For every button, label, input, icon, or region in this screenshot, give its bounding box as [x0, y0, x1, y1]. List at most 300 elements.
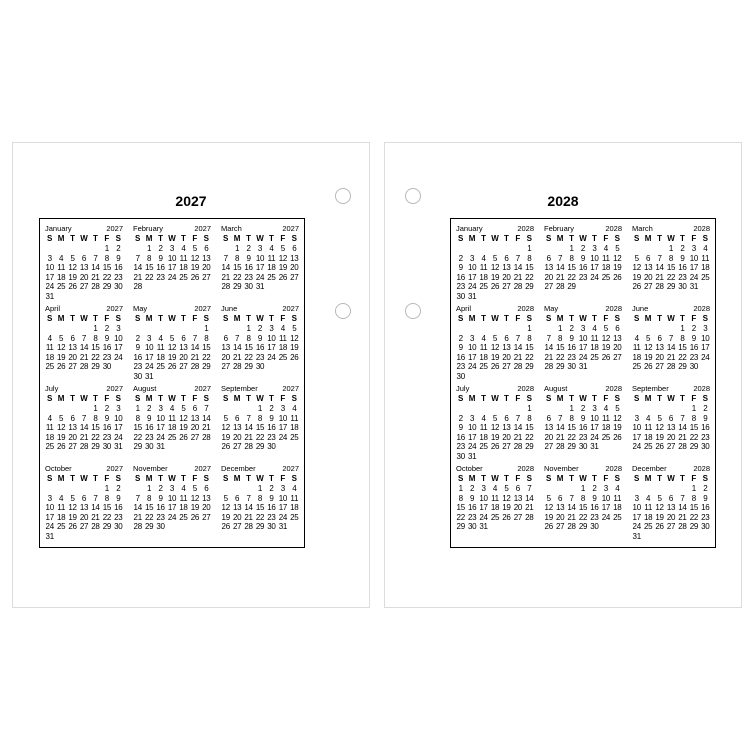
day-cell: 15	[144, 263, 154, 273]
day-cell: 20	[232, 512, 242, 522]
day-cell	[589, 362, 600, 372]
day-cell: 12	[502, 493, 511, 503]
day-cell	[478, 324, 489, 334]
week-row	[631, 244, 711, 254]
day-cell: 29	[678, 362, 687, 372]
day-cell	[67, 324, 78, 334]
day-cell	[612, 522, 623, 532]
month-name: April	[45, 304, 61, 313]
weekday-label: T	[92, 394, 98, 403]
weekday-label: M	[556, 474, 564, 483]
day-cell	[501, 292, 512, 302]
day-cell: 29	[525, 362, 534, 372]
day-cell: 29	[232, 282, 242, 292]
day-cell	[277, 362, 288, 372]
day-cell: 16	[102, 343, 111, 353]
day-cell: 21	[544, 352, 553, 362]
day-cell: 23	[701, 432, 710, 442]
day-cell	[455, 244, 466, 254]
day-cell: 17	[590, 423, 599, 433]
day-cell	[44, 244, 55, 254]
week-row	[543, 433, 623, 443]
day-cell: 8	[104, 253, 109, 263]
day-cell: 3	[257, 244, 263, 253]
day-cell: 31	[467, 451, 477, 461]
day-cell: 25	[278, 352, 287, 362]
weekday-label: S	[115, 314, 121, 323]
weekday-label: T	[158, 234, 163, 243]
day-cell: 6	[192, 404, 197, 413]
day-cell: 26	[490, 442, 500, 452]
day-cell: 15	[102, 503, 111, 513]
day-cell: 6	[504, 413, 509, 423]
day-cell	[67, 404, 78, 414]
day-cell: 24	[167, 512, 177, 522]
day-cell: 16	[144, 423, 154, 433]
day-cell: 10	[255, 253, 265, 263]
day-cell: 18	[479, 432, 488, 442]
day-cell	[700, 362, 711, 372]
week-row	[44, 282, 124, 292]
day-cell: 4	[615, 484, 620, 493]
day-cell: 23	[114, 512, 123, 522]
weekday-label: M	[468, 474, 476, 483]
day-cell: 12	[190, 493, 199, 503]
weekday-row	[44, 474, 124, 484]
day-cell: 15	[525, 343, 534, 353]
day-cell	[178, 442, 189, 452]
day-cell	[612, 362, 623, 372]
day-cell: 27	[544, 282, 553, 292]
day-cell	[67, 244, 78, 254]
weekday-label: T	[158, 474, 163, 483]
weekday-row	[543, 394, 623, 404]
day-cell	[201, 522, 212, 532]
day-cell: 5	[546, 493, 551, 503]
weekday-label: S	[526, 394, 532, 403]
day-cell: 30	[678, 282, 687, 292]
day-cell: 4	[47, 333, 52, 343]
day-cell: 25	[479, 282, 488, 292]
weekday-label: S	[458, 314, 464, 323]
week-row	[455, 414, 535, 424]
month-header	[543, 224, 623, 234]
day-cell: 17	[601, 503, 610, 513]
weekday-label: M	[468, 234, 476, 243]
day-cell: 21	[567, 512, 576, 522]
day-cell: 3	[47, 493, 52, 503]
day-cell: 28	[525, 512, 534, 522]
day-cell: 1	[204, 324, 209, 333]
weekday-label: F	[104, 314, 110, 323]
day-cell	[512, 404, 523, 414]
month-header	[44, 224, 124, 234]
day-cell: 25	[601, 272, 610, 282]
day-cell: 7	[515, 413, 520, 423]
day-cell: 24	[590, 272, 599, 282]
day-cell: 25	[56, 522, 66, 532]
day-cell: 17	[45, 512, 54, 522]
day-cell: 30	[244, 282, 253, 292]
weekday-row	[220, 394, 300, 404]
week-row	[220, 433, 300, 443]
day-cell: 21	[678, 432, 687, 442]
weekday-label: S	[546, 314, 552, 323]
month-name: June	[221, 304, 238, 313]
day-cell: 12	[221, 423, 230, 433]
day-cell: 10	[278, 413, 287, 423]
day-cell	[524, 452, 535, 462]
day-cell	[466, 324, 477, 334]
week-row	[132, 334, 212, 344]
weekday-label: W	[80, 234, 88, 243]
weekday-label: W	[579, 314, 587, 323]
day-cell: 4	[603, 244, 608, 253]
day-cell: 7	[515, 333, 520, 343]
day-cell: 9	[580, 413, 586, 423]
week-row	[132, 282, 212, 292]
day-cell: 24	[701, 352, 710, 362]
day-cell: 13	[179, 343, 188, 353]
day-cell: 26	[278, 272, 287, 282]
weekday-label: T	[180, 234, 186, 243]
day-cell: 6	[204, 484, 209, 493]
day-cell: 12	[56, 423, 66, 433]
day-cell: 8	[257, 413, 263, 423]
day-cell: 26	[190, 512, 199, 522]
day-cell: 6	[81, 253, 87, 263]
week-row	[132, 404, 212, 414]
weekday-label: F	[691, 234, 697, 243]
weekday-label: T	[180, 394, 186, 403]
day-cell: 28	[202, 432, 211, 442]
month-may	[132, 304, 212, 384]
weekday-row	[220, 474, 300, 484]
day-cell: 25	[613, 512, 622, 522]
week-row	[631, 532, 711, 542]
day-cell: 25	[632, 362, 641, 372]
day-cell: 7	[81, 413, 87, 423]
weekday-label: T	[569, 474, 574, 483]
day-cell: 19	[643, 352, 653, 362]
week-row	[44, 414, 124, 424]
month-april	[455, 304, 535, 384]
day-cell	[231, 484, 242, 494]
day-cell: 16	[114, 263, 123, 273]
weekday-label: F	[691, 474, 697, 483]
day-cell: 30	[567, 362, 576, 372]
month-march	[220, 224, 300, 304]
day-cell: 8	[527, 253, 532, 263]
weekday-label: T	[569, 234, 574, 243]
day-cell: 22	[133, 432, 142, 442]
day-cell: 9	[158, 253, 163, 263]
day-cell: 3	[169, 244, 175, 253]
month-name: October	[456, 464, 483, 473]
weekday-label: S	[291, 394, 297, 403]
day-cell: 13	[613, 333, 622, 343]
week-row	[132, 372, 212, 382]
day-cell: 30	[689, 362, 698, 372]
day-cell: 9	[691, 333, 696, 343]
day-cell: 3	[470, 413, 475, 423]
day-cell: 18	[613, 503, 622, 513]
week-row	[220, 442, 300, 452]
day-cell	[178, 522, 189, 532]
day-cell: 19	[601, 343, 610, 353]
day-cell: 19	[179, 423, 188, 433]
day-cell: 24	[114, 352, 123, 362]
day-cell	[78, 404, 89, 414]
day-cell	[554, 484, 565, 494]
day-cell: 17	[467, 352, 477, 362]
day-cell: 25	[490, 512, 500, 522]
week-row	[132, 433, 212, 443]
month-year: 2028	[517, 384, 534, 393]
weekday-label: T	[569, 314, 574, 323]
day-cell	[612, 442, 623, 452]
day-cell: 25	[45, 442, 54, 452]
month-year: 2028	[517, 224, 534, 233]
day-cell	[189, 324, 200, 334]
day-cell: 9	[246, 253, 251, 263]
month-october	[44, 464, 124, 544]
day-cell: 12	[601, 333, 610, 343]
day-cell: 7	[527, 484, 532, 493]
day-cell: 14	[91, 503, 100, 513]
day-cell	[266, 282, 277, 292]
day-cell	[489, 372, 500, 382]
day-cell: 3	[269, 324, 274, 333]
day-cell: 18	[167, 423, 177, 433]
day-cell: 27	[202, 272, 211, 282]
month-header	[220, 304, 300, 314]
day-cell	[654, 404, 665, 414]
day-cell: 15	[689, 503, 698, 513]
day-cell: 4	[492, 484, 498, 493]
day-cell: 3	[481, 484, 486, 493]
day-cell: 11	[644, 503, 652, 513]
weekday-label: S	[614, 314, 620, 323]
month-july	[44, 384, 124, 464]
month-header	[543, 464, 623, 474]
day-cell: 7	[680, 413, 685, 423]
month-year: 2028	[605, 304, 622, 313]
day-cell	[166, 522, 177, 532]
day-cell: 12	[490, 263, 500, 273]
day-cell: 26	[221, 442, 230, 452]
day-cell: 6	[558, 493, 563, 503]
day-cell: 3	[116, 324, 121, 333]
day-cell	[489, 452, 500, 462]
day-cell: 26	[190, 272, 199, 282]
day-cell: 9	[458, 343, 463, 353]
weekday-row	[455, 314, 535, 324]
day-cell: 20	[544, 432, 553, 442]
day-cell: 16	[578, 423, 588, 433]
day-cell: 5	[59, 413, 64, 423]
day-cell: 23	[456, 442, 465, 452]
day-cell: 6	[181, 333, 186, 343]
weekday-label: S	[135, 314, 141, 323]
day-cell: 2	[458, 333, 463, 343]
weekday-label: T	[679, 314, 685, 323]
weekday-label: T	[70, 474, 75, 483]
day-cell: 5	[657, 413, 662, 423]
day-cell: 23	[102, 352, 111, 362]
weekday-label: S	[47, 314, 53, 323]
day-cell: 14	[555, 263, 565, 273]
month-header	[132, 384, 212, 394]
day-cell	[178, 282, 189, 292]
day-cell: 2	[116, 484, 121, 493]
day-cell	[489, 324, 500, 334]
weekday-label: T	[246, 234, 251, 243]
week-row	[44, 494, 124, 504]
day-cell: 13	[666, 503, 676, 513]
day-cell: 10	[167, 493, 177, 503]
day-cell	[67, 532, 78, 542]
weekday-label: T	[158, 394, 163, 403]
calendar-frame	[39, 218, 305, 548]
day-cell: 10	[590, 413, 599, 423]
week-row	[220, 254, 300, 264]
day-cell: 4	[603, 404, 608, 413]
day-cell	[67, 292, 78, 302]
day-cell: 19	[490, 432, 500, 442]
day-cell: 29	[689, 522, 698, 532]
day-cell: 18	[156, 352, 165, 362]
day-cell: 2	[116, 244, 121, 253]
day-cell: 31	[590, 442, 599, 452]
day-cell	[90, 292, 101, 302]
day-cell	[220, 324, 231, 334]
day-cell	[44, 484, 55, 494]
weekday-label: M	[233, 314, 241, 323]
day-cell	[466, 404, 477, 414]
day-cell: 11	[179, 493, 188, 503]
day-cell: 19	[490, 352, 500, 362]
day-cell: 29	[689, 442, 698, 452]
day-cell: 2	[104, 324, 109, 333]
day-cell: 14	[555, 423, 565, 433]
weekday-label: T	[180, 314, 186, 323]
day-cell: 27	[513, 512, 522, 522]
week-row	[44, 334, 124, 344]
day-cell: 21	[232, 352, 242, 362]
day-cell: 13	[202, 253, 211, 263]
day-cell	[55, 324, 66, 334]
day-cell: 28	[666, 362, 676, 372]
week-row	[44, 532, 124, 542]
day-cell: 19	[655, 512, 664, 522]
day-cell: 6	[235, 413, 240, 423]
day-cell: 31	[467, 291, 477, 301]
day-cell: 14	[202, 413, 211, 423]
day-cell	[455, 404, 466, 414]
day-cell: 29	[244, 362, 253, 372]
day-cell: 13	[666, 423, 676, 433]
day-cell: 24	[467, 442, 477, 452]
day-cell	[155, 324, 166, 334]
day-cell: 5	[615, 404, 620, 413]
day-cell: 18	[701, 263, 710, 273]
weekday-label: F	[691, 314, 697, 323]
day-cell	[90, 532, 101, 542]
weekday-label: W	[579, 234, 587, 243]
day-cell: 25	[167, 432, 177, 442]
day-cell: 25	[601, 432, 610, 442]
day-cell: 2	[147, 404, 152, 413]
day-cell: 10	[467, 343, 477, 353]
week-row	[44, 442, 124, 452]
day-cell: 7	[558, 413, 563, 423]
day-cell: 20	[502, 352, 511, 362]
day-cell: 9	[580, 253, 586, 263]
day-cell: 4	[481, 333, 486, 343]
day-cell: 4	[47, 413, 52, 423]
day-cell: 5	[646, 333, 651, 343]
day-cell: 14	[79, 343, 89, 353]
day-cell: 27	[202, 512, 211, 522]
day-cell: 17	[167, 263, 177, 273]
weekday-label: W	[491, 314, 499, 323]
day-cell	[289, 442, 300, 452]
day-cell: 11	[168, 413, 176, 423]
day-cell: 29	[567, 282, 576, 292]
weekday-label: S	[526, 474, 532, 483]
day-cell: 25	[267, 272, 276, 282]
day-cell: 7	[668, 333, 674, 343]
weekday-row	[44, 394, 124, 404]
weekday-label: F	[603, 234, 609, 243]
day-cell: 14	[221, 263, 230, 273]
day-cell: 24	[45, 282, 54, 292]
week-row	[44, 404, 124, 414]
day-cell: 26	[632, 282, 641, 292]
day-cell: 15	[91, 423, 100, 433]
day-cell: 10	[578, 333, 588, 343]
week-row	[220, 494, 300, 504]
day-cell: 19	[278, 263, 287, 273]
day-cell	[289, 282, 300, 292]
month-header	[455, 384, 535, 394]
calendar-frame	[450, 218, 716, 548]
day-cell: 29	[255, 442, 265, 452]
month-year: 2028	[693, 304, 710, 313]
day-cell: 21	[655, 272, 664, 282]
weekday-label: S	[291, 474, 297, 483]
day-cell	[143, 282, 154, 292]
month-august	[132, 384, 212, 464]
day-cell: 23	[244, 272, 253, 282]
day-cell: 24	[467, 362, 477, 372]
weekday-label: T	[180, 474, 186, 483]
day-cell: 31	[479, 522, 488, 532]
weekday-label: T	[657, 314, 662, 323]
day-cell: 9	[458, 423, 463, 433]
weekday-label: M	[556, 314, 564, 323]
day-cell: 14	[244, 423, 253, 433]
day-cell: 6	[70, 413, 75, 423]
month-name: September	[221, 384, 258, 393]
day-cell	[512, 292, 523, 302]
day-cell: 24	[632, 522, 641, 532]
day-cell: 2	[691, 324, 696, 333]
day-cell: 11	[278, 333, 287, 343]
day-cell: 8	[691, 493, 696, 503]
day-cell: 5	[657, 493, 662, 503]
